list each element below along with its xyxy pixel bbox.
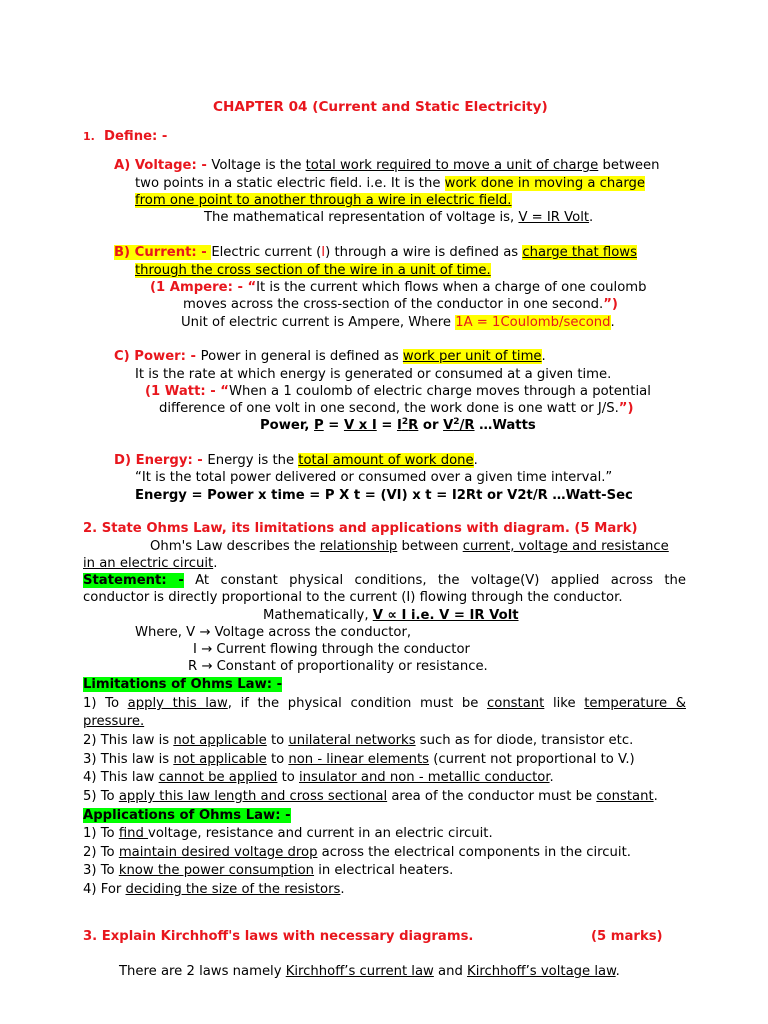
application-2: 2) To maintain desired voltage drop across the electrical components in the circuit.: [83, 845, 631, 860]
voltage-line-2: two points in a static electric field. i.e. It is the work done in moving a charge: [135, 176, 646, 191]
limitation-4: 4) This law cannot be applied to insulator and non - metallic conductor.: [83, 770, 554, 785]
limitation-1-cont: pressure.: [83, 714, 145, 729]
watt-line-1: (1 Watt: - “When a 1 coulomb of electric charge moves through a potential: [145, 384, 651, 399]
statement-line-1: Statement: - At constant physical conditions, the voltage(V) applied across the: [83, 573, 686, 588]
voltage-heading: A) Voltage: -: [114, 158, 212, 173]
application-4: 4) For deciding the size of the resistors.: [83, 882, 345, 897]
current-heading: B) Current: -: [114, 245, 212, 260]
power-formula: Power, P = V x $I = I^2R$ or $V^2/R$ …Watts: [260, 417, 536, 433]
q1-heading: 1. Define: -: [83, 129, 168, 144]
power-line-2: It is the rate at which energy is generated or consumed at a given time.: [135, 367, 612, 382]
watt-line-2: difference of one volt in one second, the work done is one watt or J/S.”): [159, 401, 634, 416]
ohm-intro-line-1: Ohm's Law describes the relationship between current, voltage and resistance: [150, 539, 669, 554]
limitation-5: 5) To apply this law length and cross sectional area of the conductor must be constant.: [83, 789, 658, 804]
voltage-formula: The mathematical representation of voltage is, V = IR Volt.: [204, 210, 594, 225]
limitation-2: 2) This law is not applicable to unilateral networks such as for diode, transistor etc.: [83, 733, 634, 748]
application-1: 1) To find voltage, resistance and current in an electric circuit.: [83, 826, 493, 841]
application-3: 3) To know the power consumption in electrical heaters.: [83, 863, 454, 878]
statement-label: Statement: -: [83, 573, 184, 588]
ampere-line-2: moves across the cross-section of the conductor in one second.”): [183, 297, 618, 312]
ohm-formula: Mathematically, V ∝ I i.e. V = IR Volt: [263, 608, 519, 623]
q3-title: 3. Explain Kirchhoff's laws with necessary diagrams.: [83, 929, 474, 944]
energy-line-2: “It is the total power delivered or consumed over a given time interval.”: [135, 470, 613, 485]
voltage-line-1: A) Voltage: - Voltage is the total work required to move a unit of charge between: [114, 158, 660, 173]
where-line-v: Where, V → Voltage across the conductor,: [135, 625, 412, 640]
limitation-3: 3) This law is not applicable to non - linear elements (current not proportional to V.): [83, 752, 635, 767]
ohm-intro-line-2: in an electric circuit.: [83, 556, 218, 571]
q2-title: 2. State Ohms Law, its limitations and applications with diagram. (5 Mark): [83, 521, 638, 536]
current-line-2: through the cross section of the wire in a unit of time.: [135, 263, 491, 278]
applications-heading: Applications of Ohms Law: -: [83, 808, 291, 823]
ampere-line-1: (1 Ampere: - “It is the current which flows when a charge of one coulomb: [150, 280, 647, 295]
voltage-line-3: from one point to another through a wire in electric field.: [135, 193, 512, 208]
power-line-1: C) Power: - Power in general is defined as work per unit of time.: [114, 349, 546, 364]
q3-marks: (5 marks): [591, 929, 663, 944]
energy-formula: Energy = Power x time = P X t = (VI) x t = I2Rt or V2t/R …Watt-Sec: [135, 488, 633, 503]
limitations-heading: Limitations of Ohms Law: -: [83, 677, 283, 692]
energy-heading: D) Energy: -: [114, 453, 208, 468]
energy-line-1: D) Energy: - Energy is the total amount of work done.: [114, 453, 478, 468]
kirchhoff-intro: There are 2 laws namely Kirchhoff’s current law and Kirchhoff’s voltage law.: [119, 964, 620, 979]
ampere-unit: Unit of electric current is Ampere, Where 1A = 1Coulomb/second.: [181, 315, 615, 330]
power-heading: C) Power: -: [114, 349, 201, 364]
where-line-i: I → Current flowing through the conductor: [193, 642, 470, 657]
limitation-1: 1) To apply this law, if the physical condition must be constant like temperature &: [83, 696, 686, 711]
chapter-title: CHAPTER 04 (Current and Static Electricity): [213, 99, 548, 115]
current-line-1: B) Current: - Electric current (I) through a wire is defined as charge that flows: [114, 245, 637, 260]
where-line-r: R → Constant of proportionality or resistance.: [188, 659, 488, 674]
statement-line-2: conductor is directly proportional to the current (I) flowing through the conductor.: [83, 590, 623, 605]
